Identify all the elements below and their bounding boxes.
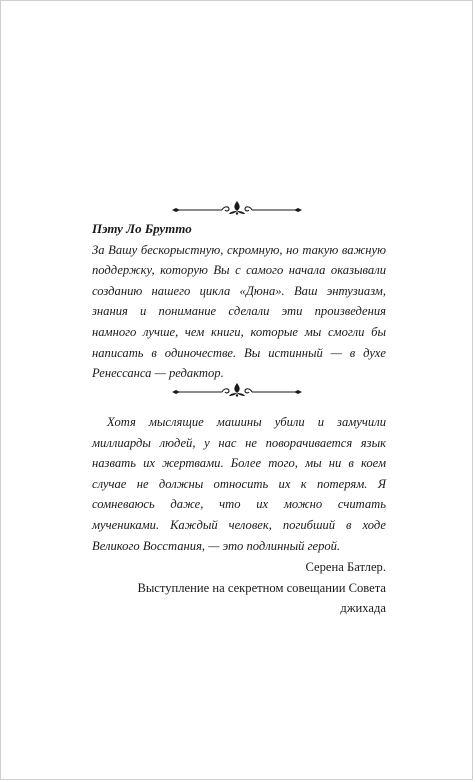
- fleuron-divider-icon: [170, 199, 304, 217]
- dedication-heading: Пэту Ло Брутто: [92, 221, 192, 236]
- dedication-text: За Вашу бескорыстную, скромную, но такую важную поддержку, которую Вы с самого начала оказывали созданию нашего цикла «Дюна». Ваш энтузиазм, знания и понимание сделали эти произведения намного лучше, чем книги, которые мы смогли бы написать в одиночестве. Вы истинный — в духе Ренессанса — редактор.: [92, 242, 386, 381]
- epigraph-quote: Хотя мыслящие машины убили и замучили миллиарды людей, у нас не поворачивается язык назвать их жертвами. Более того, мы ни в коем случае не должны относить их к потерям. Я сомневаюсь даже, что их можно считать мучениками. Каждый человек, погибший в ходе Великого Восстания, — это подлинный герой.: [92, 415, 386, 553]
- epigraph-author: Серена Батлер.: [305, 560, 386, 575]
- epigraph-block: [92, 412, 386, 619]
- dedication-block: [92, 219, 386, 384]
- fleuron-divider-icon: [170, 381, 304, 399]
- epigraph-source: Выступление на секретном совещании Совета джихада: [137, 580, 386, 616]
